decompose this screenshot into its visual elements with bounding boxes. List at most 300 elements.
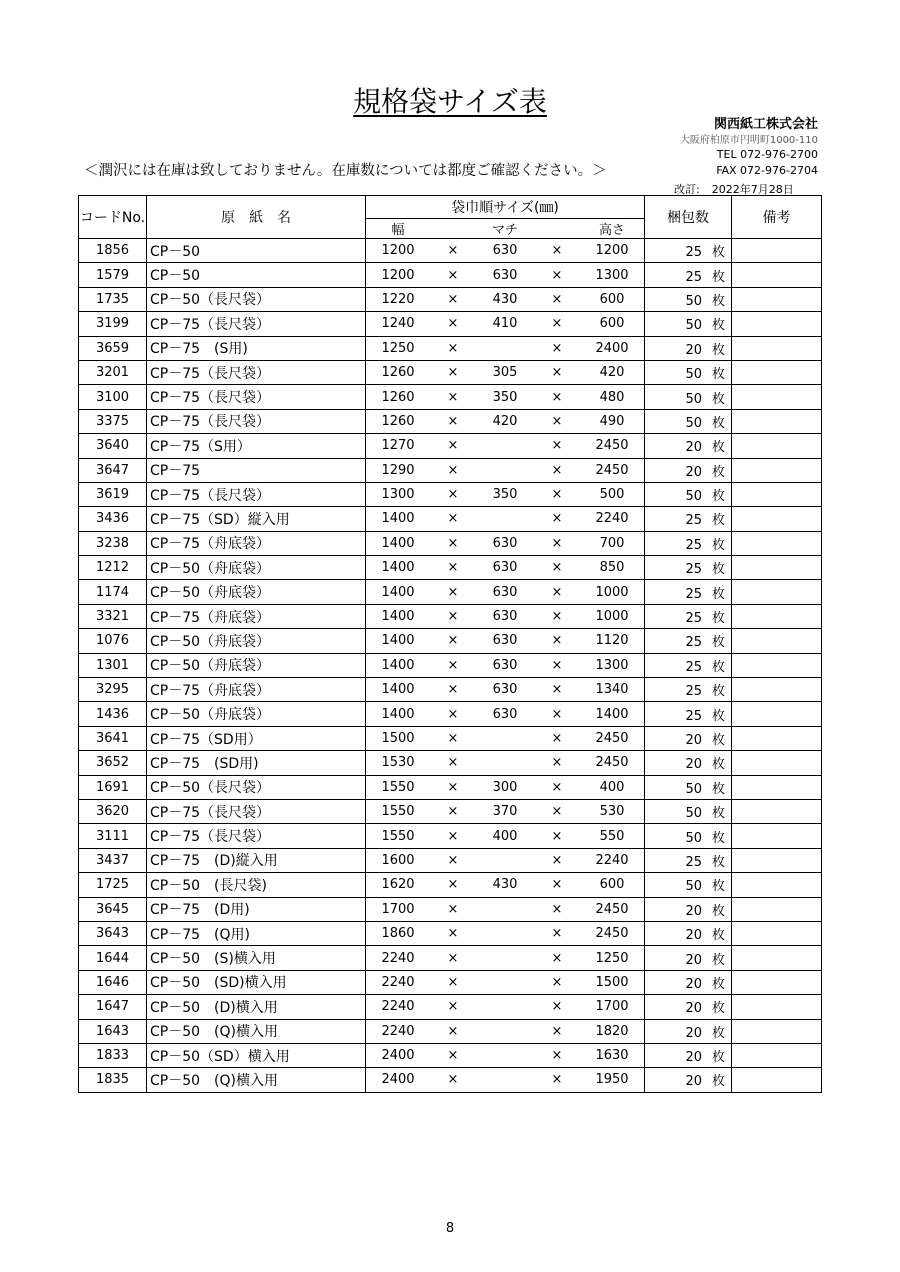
cell-size (366, 726, 645, 750)
cell-width: 2240 (381, 1023, 415, 1039)
cell-width: 2240 (381, 999, 415, 1015)
cell-code: 3652 (79, 751, 147, 775)
cell-size (366, 775, 645, 799)
pack-qty: 20 (685, 903, 702, 919)
cell-gusset: 305 (492, 365, 518, 381)
cell-pack (645, 507, 732, 531)
cell-gusset (476, 1072, 534, 1087)
cell-height: 1820 (595, 1023, 629, 1039)
cell-remarks (732, 604, 822, 628)
pack-qty: 50 (685, 489, 702, 505)
cell-name: CP－50（舟底袋） (147, 702, 366, 726)
cell-size (366, 824, 645, 848)
cell-remarks (732, 556, 822, 580)
pack-unit: 枚 (711, 928, 725, 944)
times-sign: × (447, 682, 459, 698)
cell-size (366, 1068, 645, 1092)
times-sign: × (551, 804, 563, 820)
cell-code: 3321 (79, 604, 147, 628)
cell-remarks (732, 678, 822, 702)
cell-gusset (476, 902, 534, 917)
cell-size (366, 580, 645, 604)
pack-qty: 25 (685, 513, 702, 529)
pack-qty: 20 (685, 928, 702, 944)
cell-height: 500 (599, 487, 625, 503)
cell-code: 3201 (79, 360, 147, 384)
cell-name: CP－75（舟底袋） (147, 604, 366, 628)
cell-width: 2400 (381, 1072, 415, 1088)
pack-qty: 50 (685, 781, 702, 797)
table-row (79, 921, 822, 945)
cell-name: CP－50（舟底袋） (147, 629, 366, 653)
cell-width: 1400 (381, 633, 415, 649)
table-row (79, 336, 822, 360)
pack-unit: 枚 (711, 1001, 725, 1017)
times-sign: × (447, 291, 459, 307)
times-sign: × (551, 609, 563, 625)
pack-unit: 枚 (711, 342, 725, 358)
cell-pack (645, 239, 732, 263)
pack-unit: 枚 (711, 952, 725, 968)
pack-qty: 50 (685, 318, 702, 334)
times-sign: × (447, 365, 459, 381)
cell-remarks (732, 848, 822, 872)
cell-size (366, 458, 645, 482)
cell-pack (645, 287, 732, 311)
times-sign: × (551, 316, 563, 332)
cell-height: 2450 (595, 901, 629, 917)
page-number: 8 (445, 1221, 455, 1236)
cell-size (366, 482, 645, 506)
pack-unit: 枚 (711, 757, 725, 773)
times-sign: × (447, 804, 459, 820)
cell-name: CP－50 (D)横入用 (147, 995, 366, 1019)
cell-size (366, 1019, 645, 1043)
times-sign: × (447, 633, 459, 649)
header-size: 袋巾順サイズ(㎜) (366, 196, 645, 219)
pack-qty: 25 (685, 854, 702, 870)
table-row (79, 726, 822, 750)
cell-gusset (476, 755, 534, 770)
cell-remarks (732, 312, 822, 336)
cell-code: 1856 (79, 239, 147, 263)
times-sign: × (551, 706, 563, 722)
cell-height: 700 (599, 535, 625, 551)
cell-gusset: 410 (492, 316, 518, 332)
times-sign: × (447, 828, 459, 844)
cell-gusset (476, 926, 534, 941)
cell-pack (645, 385, 732, 409)
cell-code: 3640 (79, 434, 147, 458)
times-sign: × (551, 1072, 563, 1088)
times-sign: × (551, 950, 563, 966)
cell-remarks (732, 897, 822, 921)
pack-unit: 枚 (711, 391, 725, 407)
cell-pack (645, 897, 732, 921)
cell-code: 3295 (79, 678, 147, 702)
cell-height: 1400 (595, 706, 629, 722)
pack-qty: 50 (685, 367, 702, 383)
pack-unit: 枚 (711, 318, 725, 334)
pack-qty: 50 (685, 415, 702, 431)
cell-pack (645, 409, 732, 433)
cell-name: CP－75 (SD用) (147, 751, 366, 775)
cell-code: 3659 (79, 336, 147, 360)
times-sign: × (447, 584, 459, 600)
cell-remarks (732, 409, 822, 433)
cell-code: 1647 (79, 995, 147, 1019)
cell-height: 1630 (595, 1048, 629, 1064)
cell-gusset (476, 341, 534, 356)
cell-name: CP－75（SD用） (147, 726, 366, 750)
cell-remarks (732, 360, 822, 384)
cell-width: 1260 (381, 365, 415, 381)
cell-width: 1600 (381, 852, 415, 868)
cell-width: 2240 (381, 974, 415, 990)
cell-height: 1200 (595, 243, 629, 259)
table-row (79, 507, 822, 531)
cell-pack (645, 678, 732, 702)
times-sign: × (551, 633, 563, 649)
cell-height: 2450 (595, 462, 629, 478)
cell-name: CP－75（S用） (147, 434, 366, 458)
times-sign: × (551, 243, 563, 259)
cell-pack (645, 263, 732, 287)
table-row (79, 482, 822, 506)
times-sign: × (551, 731, 563, 746)
cell-height: 1300 (595, 657, 629, 673)
cell-name: CP－50 (147, 263, 366, 287)
times-sign: × (447, 974, 459, 990)
cell-name: CP－50 (Q)横入用 (147, 1019, 366, 1043)
cell-remarks (732, 775, 822, 799)
pack-unit: 枚 (711, 440, 725, 456)
cell-name: CP－75（長尺袋） (147, 799, 366, 823)
header-height: 高さ (598, 223, 625, 238)
pack-unit: 枚 (711, 245, 725, 261)
cell-remarks (732, 946, 822, 970)
cell-pack (645, 458, 732, 482)
cell-remarks (732, 1068, 822, 1092)
cell-width: 2400 (381, 1048, 415, 1064)
header-gusset: マチ (491, 223, 518, 238)
cell-name: CP－75（舟底袋） (147, 531, 366, 555)
cell-width: 1400 (381, 535, 415, 551)
times-sign: × (447, 316, 459, 332)
times-sign: × (551, 365, 563, 381)
cell-gusset: 630 (492, 560, 518, 576)
cell-name: CP－50 (Q)横入用 (147, 1068, 366, 1092)
cell-code: 1212 (79, 556, 147, 580)
cell-size (366, 702, 645, 726)
times-sign: × (551, 535, 563, 551)
cell-code: 1301 (79, 653, 147, 677)
cell-name: CP－50 (長尺袋) (147, 873, 366, 897)
cell-pack (645, 531, 732, 555)
pack-unit: 枚 (711, 976, 725, 992)
pack-qty: 25 (685, 562, 702, 578)
pack-qty: 50 (685, 293, 702, 309)
pack-qty: 50 (685, 879, 702, 895)
cell-name: CP－75（舟底袋） (147, 678, 366, 702)
times-sign: × (447, 657, 459, 673)
cell-name: CP－75（長尺袋） (147, 824, 366, 848)
cell-code: 3647 (79, 458, 147, 482)
cell-remarks (732, 482, 822, 506)
cell-name: CP－50（長尺袋） (147, 775, 366, 799)
times-sign: × (551, 657, 563, 673)
times-sign: × (447, 609, 459, 625)
cell-height: 600 (599, 316, 625, 332)
pack-qty: 25 (685, 611, 702, 627)
cell-name: CP－50 (147, 239, 366, 263)
cell-height: 2450 (595, 926, 629, 942)
cell-pack (645, 921, 732, 945)
pack-qty: 25 (685, 708, 702, 724)
times-sign: × (447, 389, 459, 405)
cell-pack (645, 482, 732, 506)
times-sign: × (447, 560, 459, 576)
cell-gusset: 630 (492, 267, 518, 283)
cell-size (366, 336, 645, 360)
pack-unit: 枚 (711, 611, 725, 627)
cell-width: 1400 (381, 511, 415, 527)
cell-pack (645, 360, 732, 384)
cell-height: 2450 (595, 438, 629, 454)
cell-pack (645, 312, 732, 336)
cell-size (366, 848, 645, 872)
cell-pack (645, 995, 732, 1019)
cell-width: 1240 (381, 316, 415, 332)
cell-gusset (476, 731, 534, 746)
table-row (79, 1068, 822, 1092)
pack-qty: 20 (685, 733, 702, 748)
cell-code: 1835 (79, 1068, 147, 1092)
table-row (79, 409, 822, 433)
times-sign: × (447, 1072, 459, 1088)
pack-unit: 枚 (711, 708, 725, 724)
cell-name: CP－75（長尺袋） (147, 385, 366, 409)
header-remarks: 備考 (732, 196, 822, 239)
table-row (79, 970, 822, 994)
table-row (79, 556, 822, 580)
cell-name: CP－75（長尺袋） (147, 409, 366, 433)
header-pack: 梱包数 (645, 196, 732, 239)
cell-gusset: 420 (492, 413, 518, 429)
pack-qty: 50 (685, 391, 702, 407)
cell-width: 1550 (381, 828, 415, 844)
cell-size (366, 287, 645, 311)
company-name: 関西紙工株式会社 (713, 117, 818, 132)
cell-size (366, 678, 645, 702)
times-sign: × (551, 779, 563, 795)
cell-gusset (476, 463, 534, 478)
times-sign: × (551, 755, 563, 771)
cell-size (366, 653, 645, 677)
times-sign: × (551, 462, 563, 478)
cell-pack (645, 946, 732, 970)
revision-date: 2022年7月28日 (711, 183, 794, 196)
times-sign: × (447, 438, 459, 454)
pack-unit: 枚 (711, 1025, 725, 1041)
cell-remarks (732, 1043, 822, 1067)
cell-width: 1860 (381, 926, 415, 942)
cell-size (366, 995, 645, 1019)
table-row (79, 946, 822, 970)
cell-name: CP－75 (D用) (147, 897, 366, 921)
cell-gusset: 350 (492, 487, 518, 503)
cell-size (366, 507, 645, 531)
table-row (79, 653, 822, 677)
cell-pack (645, 824, 732, 848)
times-sign: × (551, 267, 563, 283)
cell-height: 420 (599, 365, 625, 381)
cell-height: 600 (599, 877, 625, 893)
cell-name: CP－75（長尺袋） (147, 312, 366, 336)
times-sign: × (447, 852, 459, 868)
cell-code: 3199 (79, 312, 147, 336)
table-row (79, 604, 822, 628)
cell-width: 1200 (381, 243, 415, 259)
cell-gusset (476, 951, 534, 966)
cell-code: 3436 (79, 507, 147, 531)
cell-name: CP－50（舟底袋） (147, 556, 366, 580)
pack-unit: 枚 (711, 586, 725, 602)
cell-pack (645, 434, 732, 458)
times-sign: × (551, 560, 563, 576)
cell-remarks (732, 702, 822, 726)
table-row (79, 385, 822, 409)
cell-remarks (732, 629, 822, 653)
pack-unit: 枚 (711, 854, 725, 870)
cell-remarks (732, 434, 822, 458)
cell-code: 1076 (79, 629, 147, 653)
header-name: 原 紙 名 (147, 196, 366, 239)
cell-size (366, 531, 645, 555)
table-body (79, 239, 822, 1093)
cell-pack (645, 1043, 732, 1067)
cell-code: 3100 (79, 385, 147, 409)
cell-size (366, 946, 645, 970)
cell-height: 1700 (595, 999, 629, 1015)
table-row (79, 531, 822, 555)
cell-width: 1620 (381, 877, 415, 893)
table-row (79, 312, 822, 336)
times-sign: × (447, 731, 459, 746)
cell-name: CP－50（長尺袋） (147, 287, 366, 311)
cell-size (366, 1043, 645, 1067)
cell-code: 1643 (79, 1019, 147, 1043)
cell-width: 1400 (381, 560, 415, 576)
pack-qty: 20 (685, 464, 702, 480)
table-row (79, 751, 822, 775)
cell-width: 1400 (381, 706, 415, 722)
times-sign: × (447, 413, 459, 429)
pack-unit: 枚 (711, 806, 725, 822)
cell-height: 550 (599, 828, 625, 844)
pack-qty: 25 (685, 245, 702, 261)
cell-remarks (732, 873, 822, 897)
company-tel: TEL 072-976-2700 (716, 148, 818, 161)
table-row (79, 775, 822, 799)
cell-remarks (732, 263, 822, 287)
cell-pack (645, 580, 732, 604)
pack-qty: 20 (685, 952, 702, 968)
cell-name: CP－75 (Q用) (147, 921, 366, 945)
cell-width: 1260 (381, 389, 415, 405)
times-sign: × (551, 291, 563, 307)
cell-remarks (732, 653, 822, 677)
cell-remarks (732, 824, 822, 848)
times-sign: × (447, 1048, 459, 1064)
pack-unit: 枚 (711, 1074, 725, 1090)
cell-width: 1260 (381, 413, 415, 429)
times-sign: × (551, 584, 563, 600)
cell-code: 1833 (79, 1043, 147, 1067)
times-sign: × (551, 828, 563, 844)
cell-name: CP－75 (D)縦入用 (147, 848, 366, 872)
cell-gusset (476, 438, 534, 453)
cell-size (366, 799, 645, 823)
pack-unit: 枚 (711, 903, 725, 919)
times-sign: × (551, 901, 563, 917)
table-row (79, 287, 822, 311)
cell-remarks (732, 336, 822, 360)
times-sign: × (447, 999, 459, 1015)
cell-width: 1400 (381, 657, 415, 673)
cell-gusset: 630 (492, 609, 518, 625)
cell-code: 3620 (79, 799, 147, 823)
cell-remarks (732, 385, 822, 409)
cell-pack (645, 873, 732, 897)
cell-height: 2450 (595, 731, 629, 746)
cell-code: 1735 (79, 287, 147, 311)
header-width: 幅 (391, 223, 405, 238)
table-row (79, 239, 822, 263)
cell-pack (645, 848, 732, 872)
cell-pack (645, 799, 732, 823)
times-sign: × (447, 340, 459, 356)
cell-size (366, 970, 645, 994)
cell-name: CP－75（長尺袋） (147, 360, 366, 384)
cell-code: 1646 (79, 970, 147, 994)
times-sign: × (447, 706, 459, 722)
cell-pack (645, 702, 732, 726)
times-sign: × (551, 974, 563, 990)
cell-gusset (476, 999, 534, 1014)
pack-unit: 枚 (711, 513, 725, 529)
pack-unit: 枚 (711, 659, 725, 675)
pack-unit: 枚 (711, 830, 725, 846)
cell-remarks (732, 726, 822, 750)
cell-size (366, 409, 645, 433)
cell-name: CP－50（舟底袋） (147, 580, 366, 604)
table-row (79, 629, 822, 653)
table-row (79, 897, 822, 921)
stock-notice: ＜潤沢には在庫は致しておりません。在庫数については都度ご確認ください。＞ (84, 163, 607, 179)
cell-name: CP－50（舟底袋） (147, 653, 366, 677)
pack-qty: 50 (685, 830, 702, 846)
cell-remarks (732, 580, 822, 604)
table-row (79, 678, 822, 702)
times-sign: × (447, 243, 459, 259)
pack-unit: 枚 (711, 293, 725, 309)
cell-remarks (732, 751, 822, 775)
pack-unit: 枚 (711, 415, 725, 431)
table-row (79, 360, 822, 384)
cell-width: 1400 (381, 584, 415, 600)
cell-gusset: 630 (492, 243, 518, 259)
